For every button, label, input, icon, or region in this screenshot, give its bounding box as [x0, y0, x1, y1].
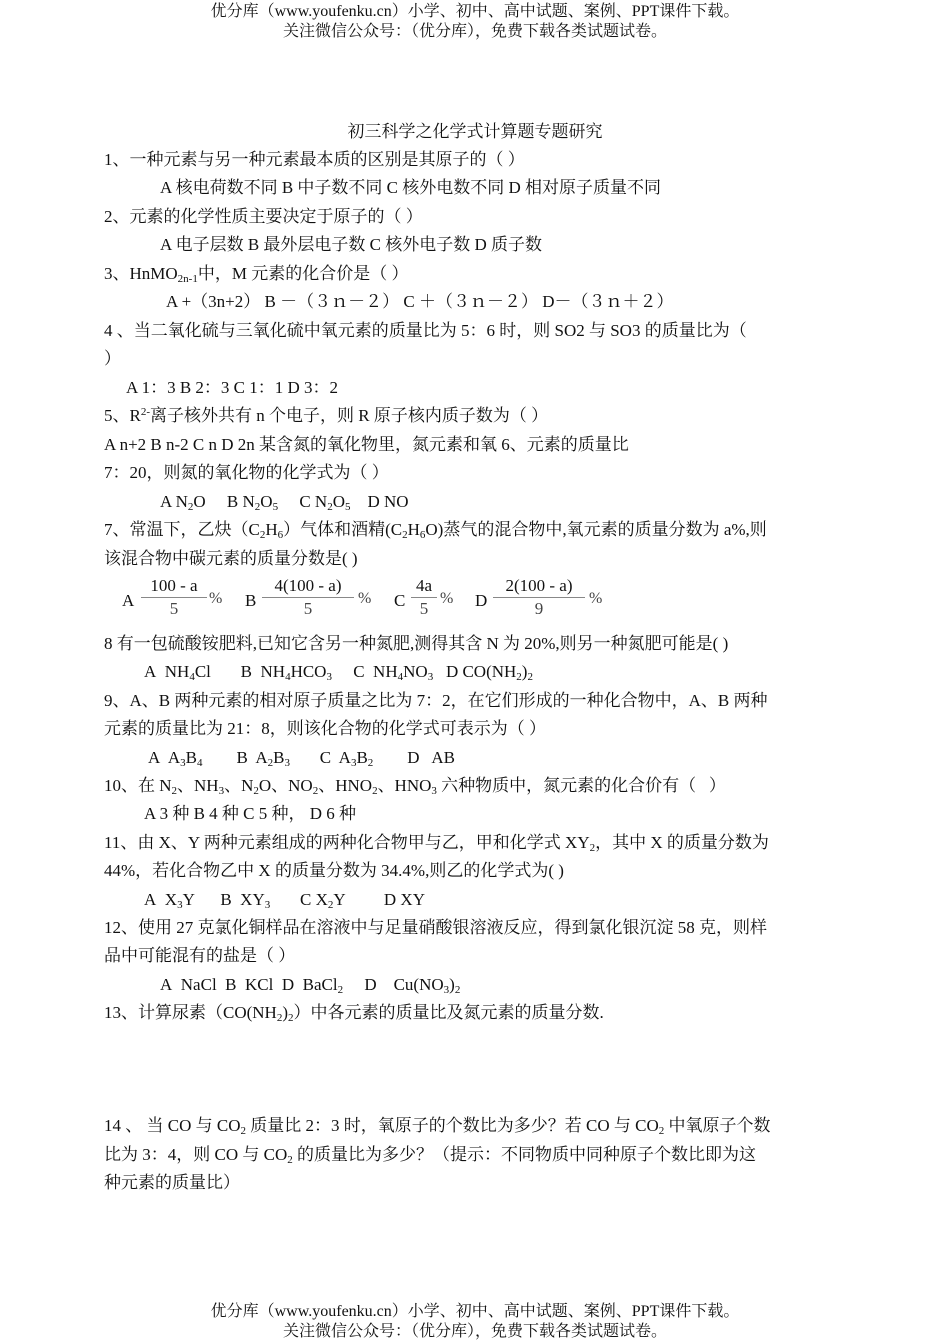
q7-option-c-fraction [411, 575, 437, 620]
page-title: 初三科学之化学式计算题专题研究 [347, 122, 603, 141]
q7-d-denominator: 9 [534, 599, 544, 618]
header-line-1: 优分库（www.youfenku.cn）小学、初中、高中试题、案例、PPT课件下载。 [210, 3, 740, 20]
q13-stem: 13、计算尿素$(CO(NH_2)_2)$中各元素的质量比及氮元素的质量分数. [104, 1003, 604, 1024]
q6-stem: 7：20，则氮的氧化物的化学式为（ ） [104, 463, 389, 482]
q7-a-numerator: 100 - a [150, 576, 198, 595]
q7-b-numerator: 4(100 - a) [274, 576, 342, 595]
q3-stem: 3、HnMO$_{2n-1}$中，M 元素的化合价是（ ） [104, 264, 409, 285]
q7-b-denominator: 5 [303, 599, 313, 618]
q7-c-denominator: 5 [419, 599, 429, 618]
q5-stem: 5、$R^{2-}$离子核外共有 n 个电子，则 R 原子核内质子数为（ ） [104, 406, 549, 425]
q7-stem-line-1: 7、常温下，乙炔$(C_2H_6)$气体和酒精$(C_2H_6O)$蒸气的混合物中,氧元素的质量分数为 a%,则 [104, 520, 767, 541]
q6-options: A $N_2O$ B $N_2O_5$ C $N_2O_5$ D NO [160, 492, 409, 513]
q8-stem: 8 有一包硫酸铵肥料,已知它含另一种氮肥,测得其含 N 为 20%,则另一种氮肥可能是( ) [104, 634, 729, 653]
q7-option-d-fraction [493, 575, 585, 620]
q2-options: A 电子层数 B 最外层电子数 C 核外电子数 D 质子数 [160, 235, 543, 254]
q8-options: A $NH_4Cl$ B $NH_4HCO_3$ C $NH_4NO_3$ D $CO(NH_2)_2$ [144, 662, 533, 683]
q7-d-percent: % [589, 590, 603, 607]
q7-option-d-label: D [475, 591, 488, 610]
q9-options: A $A_3B_4$ B $A_2B_3$ C $A_3B_2$ D AB [148, 748, 455, 769]
q10-stem: 10、在 $N_2$、$NH_3$、$N_2O$、$NO_2$、$HNO_2$、$HNO_3$ 六种物质中，氮元素的化合价有（ ） [104, 776, 726, 797]
q7-d-numerator: 2(100 - a) [505, 576, 573, 595]
q7-option-b-fraction [262, 575, 354, 620]
q7-option-c-label: C [394, 591, 406, 610]
q7-b-percent: % [358, 590, 372, 607]
q7-option-a-fraction [141, 575, 207, 620]
q2-stem: 2、元素的化学性质主要决定于原子的（ ） [104, 207, 423, 226]
header-line-2: 关注微信公众号：（优分库），免费下载各类试题试卷。 [282, 23, 667, 40]
q7-stem-line-2: 该混合物中碳元素的质量分数是( ) [104, 549, 358, 568]
q9-stem-line-2: 元素的质量比为 21：8，则该化合物的化学式可表示为（ ） [104, 719, 546, 738]
q4-stem-cont: ） [104, 349, 121, 368]
q12-stem-line-1: 12、使用 27 克氯化铜样品在溶液中与足量硝酸银溶液反应，得到氯化银沉淀 58 克，则样 [104, 918, 767, 937]
q9-stem-line-1: 9、A、B 两种元素的相对原子质量之比为 7：2，在它们形成的一种化合物中，A、B 两种 [104, 691, 768, 710]
q7-a-denominator: 5 [169, 599, 179, 618]
q7-option-a-label: A [122, 591, 135, 610]
footer-line-2: 关注微信公众号：（优分库），免费下载各类试题试卷。 [282, 1323, 667, 1340]
q7-a-percent: % [209, 590, 223, 607]
q10-options: A 3 种 B 4 种 C 5 种， D 6 种 [144, 804, 357, 823]
q11-stem-line-1: 11、由 X、Y 两种元素组成的两种化合物甲与乙，甲和化学式 $XY_2$，其中 X 的质量分数为 [104, 833, 769, 854]
q1-stem: 1、一种元素与另一种元素最本质的区别是其原子的（ ） [104, 150, 525, 169]
q3-options: A +（3n+2） B －（３ｎ－２） C ＋（３ｎ－２） D－（３ｎ＋２） [166, 292, 674, 311]
q4-stem: 4 、当二氧化硫与三氧化硫中氧元素的质量比为 5：6 时，则 SO2 与 SO3 的质量比为（ [104, 321, 747, 340]
q4-options: A 1：3 B 2：3 C 1：1 D 3：2 [126, 378, 339, 397]
q14-stem-line-2: 比为 3：4，则 CO 与 $CO_2$ 的质量比为多少？（提示：不同物质中同种原子个数比即为这 [104, 1145, 756, 1166]
q12-options: A NaCl B KCl D BaCl$_2$ D $Cu(NO_3)_2$ [160, 975, 461, 996]
q7-c-percent: % [440, 590, 454, 607]
q11-options: A $X_3Y$ B $XY_3$ C $X_2Y$ D XY [144, 890, 425, 911]
q12-stem-line-2: 品中可能混有的盐是（ ） [104, 946, 296, 965]
q7-option-b-label: B [245, 591, 257, 610]
footer-line-1: 优分库（www.youfenku.cn）小学、初中、高中试题、案例、PPT课件下载。 [210, 1303, 740, 1320]
q14-stem-line-1: 14 、 当 CO 与 $CO_2$ 质量比 2：3 时，氧原子的个数比为多少？若 CO 与 $CO_2$ 中氧原子个数 [104, 1116, 771, 1137]
q5-options: A n+2 B n-2 C n D 2n 某含氮的氧化物里，氮元素和氧 6、元素的质量比 [104, 435, 629, 454]
q14-stem-line-3: 种元素的质量比） [104, 1173, 240, 1192]
q1-options: A 核电荷数不同 B 中子数不同 C 核外电数不同 D 相对原子质量不同 [160, 178, 662, 197]
q7-c-numerator: 4a [415, 576, 433, 595]
q11-stem-line-2: 44%，若化合物乙中 X 的质量分数为 34.4%,则乙的化学式为( ) [104, 861, 564, 880]
